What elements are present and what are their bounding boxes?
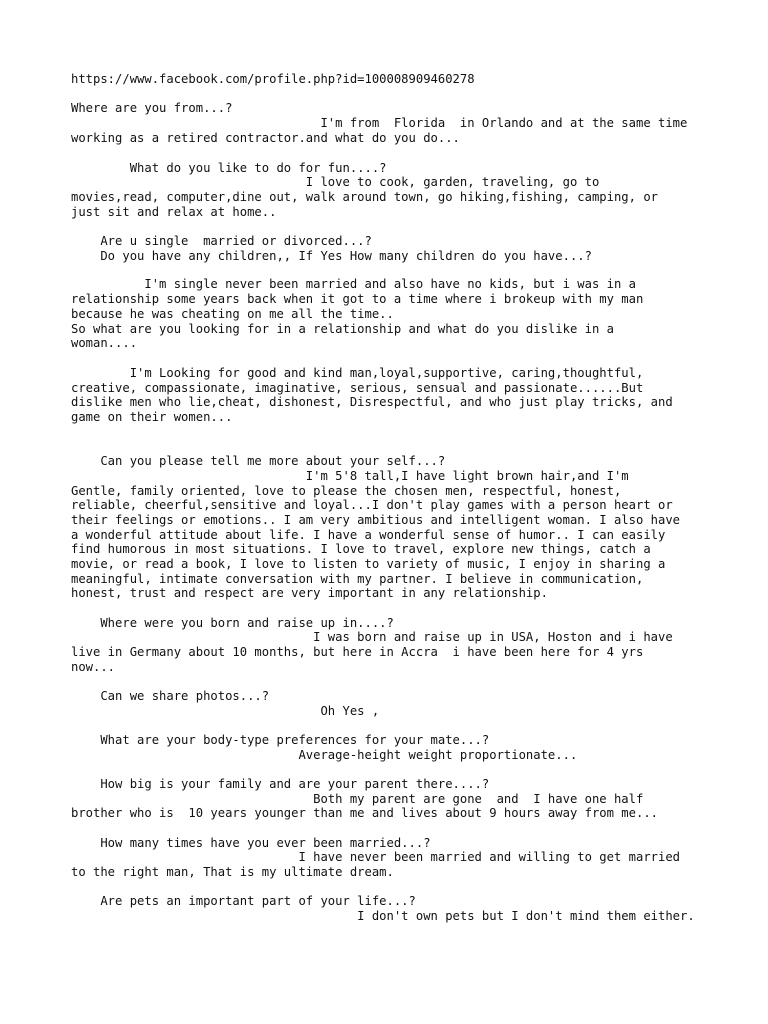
answer-line: game on their women... (71, 410, 233, 424)
answer-line: to the right man, That is my ultimate dream. (71, 865, 394, 879)
answer-line: find humorous in most situations. I love to travel, explore new things, catch a (71, 542, 651, 556)
answer-line: Oh Yes , (71, 704, 380, 718)
answer-line: movies,read, computer,dine out, walk around town, go hiking,fishing, camping, or (71, 190, 658, 204)
answer-line: Gentle, family oriented, love to please the chosen men, respectful, honest, (71, 484, 622, 498)
question-about-self: Can you please tell me more about your self...? (71, 454, 446, 468)
answer-line: I'm 5'8 tall,I have light brown hair,and I'm (71, 469, 629, 483)
question-where-from: Where are you from...? (71, 101, 233, 115)
answer-line: honest, trust and respect are very important in any relationship. (71, 586, 548, 600)
answer-line: dislike men who lie,cheat, dishonest, Disrespectful, and who just play tricks, and (71, 395, 673, 409)
question-photos: Can we share photos...? (71, 689, 270, 703)
question-fun: What do you like to do for fun....? (71, 161, 387, 175)
answer-line: now... (71, 660, 116, 674)
answer-line: I don't own pets but I don't mind them either. (71, 909, 695, 923)
question-married: How many times have you ever been married...? (71, 836, 431, 850)
answer-line: Both my parent are gone and I have one half (71, 792, 644, 806)
answer-line: live in Germany about 10 months, but here in Accra i have been here for 4 yrs (71, 645, 644, 659)
question-pets: Are pets an important part of your life...? (71, 894, 416, 908)
question-children: Do you have any children,, If Yes How many children do you have...? (71, 249, 592, 263)
answer-line: a wonderful attitude about life. I have a wonderful sense of humor.. I can easily (71, 528, 666, 542)
answer-line: I'm Looking for good and kind man,loyal,supportive, caring,thoughtful, (71, 366, 644, 380)
answer-line: working as a retired contractor.and what do you do... (71, 131, 460, 145)
question-born: Where were you born and raise up in....? (71, 616, 394, 630)
question-body-type: What are your body-type preferences for your mate...? (71, 733, 490, 747)
answer-line: I have never been married and willing to get married (71, 850, 681, 864)
question-single: Are u single married or divorced...? (71, 234, 372, 248)
question-line: woman.... (71, 336, 138, 350)
answer-line: I love to cook, garden, traveling, go to (71, 175, 600, 189)
question-looking-for: So what are you looking for in a relationship and what do you dislike in a (71, 322, 614, 336)
answer-line: just sit and relax at home.. (71, 205, 277, 219)
question-family: How big is your family and are your parent there....? (71, 777, 490, 791)
answer-line: because he was cheating on me all the time.. (71, 307, 394, 321)
answer-line: brother who is 10 years younger than me and lives about 9 hours away from me... (71, 806, 658, 820)
answer-line: movie, or read a book, I love to listen to variety of music, I enjoy in sharing a (71, 557, 666, 571)
answer-line: Average-height weight proportionate... (71, 748, 578, 762)
answer-line: meaningful, intimate conversation with my partner. I believe in communication, (71, 572, 644, 586)
answer-line: I'm single never been married and also have no kids, but i was in a (71, 277, 636, 291)
answer-line: I was born and raise up in USA, Hoston and i have (71, 630, 673, 644)
answer-line: reliable, cheerful,sensitive and loyal...I don't play games with a person heart or (71, 498, 673, 512)
answer-line: relationship some years back when it got to a time where i brokeup with my man (71, 292, 644, 306)
answer-line: their feelings or emotions.. I am very ambitious and intelligent woman. I also have (71, 513, 681, 527)
answer-line: creative, compassionate, imaginative, serious, sensual and passionate......But (71, 381, 644, 395)
profile-url: https://www.facebook.com/profile.php?id=100008909460278 (71, 72, 475, 86)
answer-line: I'm from Florida in Orlando and at the same time (71, 116, 688, 130)
